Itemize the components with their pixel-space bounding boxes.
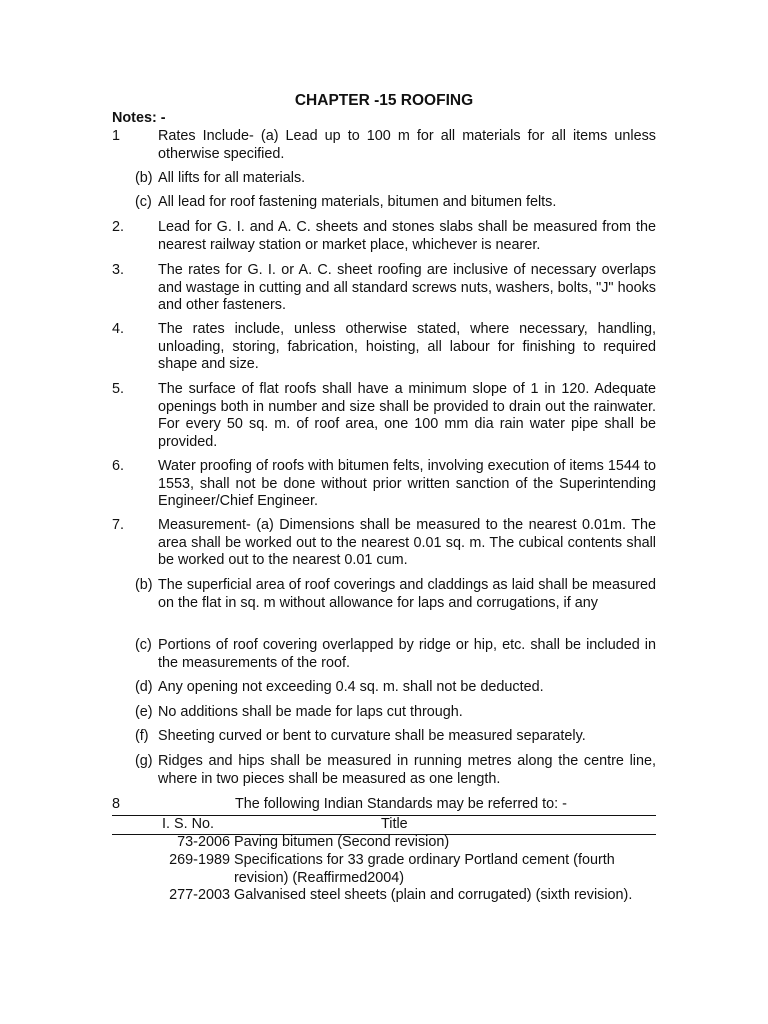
- note-text: Lead for G. I. and A. C. sheets and stones slabs shall be measured from the nearest railway station or market place, whichever is nearer.: [158, 219, 656, 253]
- note-item-4: [112, 321, 656, 374]
- is-number: 269-1989: [169, 852, 230, 868]
- note-7-sub-b: [135, 577, 656, 612]
- note-item-7: [112, 517, 656, 570]
- note-number: 6.: [112, 458, 125, 474]
- note-number: 3.: [112, 262, 125, 278]
- sub-text: Sheeting curved or bent to curvature shall be measured separately.: [158, 728, 586, 744]
- note-7-sub-g: [135, 753, 656, 788]
- sub-text: The superficial area of roof coverings and claddings as laid shall be measured on the flat in sq. m without allowance for laps and corrugations, if any: [158, 577, 656, 611]
- table-row: [112, 887, 656, 905]
- sub-label: (c): [135, 637, 152, 653]
- sub-label: (b): [135, 170, 153, 186]
- note-text: The surface of flat roofs shall have a minimum slope of 1 in 120. Adequate openings both in number and size shall be provided to drain out the rainwater. For every 50 sq. m. of roof area, one 100 mm dia rain water pipe shall be provided.: [158, 381, 656, 450]
- notes-label: Notes: -: [112, 110, 166, 126]
- note-text: The rates for G. I. or A. C. sheet roofing are inclusive of necessary overlaps and wastage in cutting and all standard screws nuts, washers, bolts, "J" hooks and other fasteners.: [158, 262, 656, 313]
- standard-title: Specifications for 33 grade ordinary Portland cement (fourth revision) (Reaffirmed2004): [234, 852, 615, 886]
- note-number: 5.: [112, 381, 125, 397]
- sub-label: (b): [135, 577, 153, 593]
- note-number: 1: [112, 128, 121, 144]
- sub-label: (d): [135, 679, 153, 695]
- sub-text: Ridges and hips shall be measured in running metres along the centre line, where in two pieces shall be measured as one length.: [158, 753, 656, 787]
- note-number: 2.: [112, 219, 125, 235]
- note-text: Water proofing of roofs with bitumen felts, involving execution of items 1544 to 1553, shall not be done without prior written sanction of the Superintending Engineer/Chief Engineer.: [158, 458, 656, 509]
- note-number: 8: [112, 796, 121, 812]
- note-1-sub-b: [135, 170, 656, 188]
- table-row: [112, 834, 656, 852]
- note-text: Rates Include- (a) Lead up to 100 m for all materials for all items unless otherwise specified.: [158, 128, 656, 162]
- note-item-2: [112, 219, 656, 254]
- sub-text: Portions of roof covering overlapped by ridge or hip, etc. shall be included in the measurements of the roof.: [158, 637, 656, 671]
- sub-label: (f): [135, 728, 149, 744]
- is-number: 73-2006: [177, 834, 230, 850]
- sub-text: All lead for roof fastening materials, bitumen and bitumen felts.: [158, 194, 557, 210]
- note-number: 4.: [112, 321, 125, 337]
- standards-table-header: [112, 815, 656, 835]
- note-text: Measurement- (a) Dimensions shall be measured to the nearest 0.01m. The area shall be worked out to the nearest 0.01 sq. m. The cubical contents shall be worked out to the nearest 0.01 cum.: [158, 517, 656, 568]
- sub-label: (g): [135, 753, 153, 769]
- table-row: [112, 852, 656, 887]
- note-text: The rates include, unless otherwise stated, where necessary, handling, unloading, storing, fabrication, hoisting, all labour for finishing to required shape and size.: [158, 321, 656, 372]
- note-text: The following Indian Standards may be referred to: -: [235, 796, 567, 812]
- note-7-sub-e: [135, 704, 656, 722]
- chapter-title: CHAPTER -15 ROOFING: [294, 92, 474, 109]
- note-item-3: [112, 262, 656, 315]
- note-number: 7.: [112, 517, 125, 533]
- is-number: 277-2003: [169, 887, 230, 903]
- note-item-1: [112, 128, 656, 163]
- note-7-sub-c: [135, 637, 656, 672]
- note-item-6: [112, 458, 656, 511]
- sub-label: (e): [135, 704, 153, 720]
- sub-label: (c): [135, 194, 152, 210]
- standard-title: Galvanised steel sheets (plain and corrugated) (sixth revision).: [234, 887, 633, 903]
- sub-text: No additions shall be made for laps cut through.: [158, 704, 463, 720]
- sub-text: All lifts for all materials.: [158, 170, 306, 186]
- header-title: Title: [381, 816, 408, 832]
- note-item-5: [112, 381, 656, 451]
- standard-title: Paving bitumen (Second revision): [234, 834, 450, 850]
- header-is-no: I. S. No.: [162, 816, 214, 832]
- note-1-sub-c: [135, 194, 656, 212]
- sub-text: Any opening not exceeding 0.4 sq. m. shall not be deducted.: [158, 679, 544, 695]
- note-7-sub-f: [135, 728, 656, 746]
- note-7-sub-d: [135, 679, 656, 697]
- note-item-8: [112, 796, 656, 814]
